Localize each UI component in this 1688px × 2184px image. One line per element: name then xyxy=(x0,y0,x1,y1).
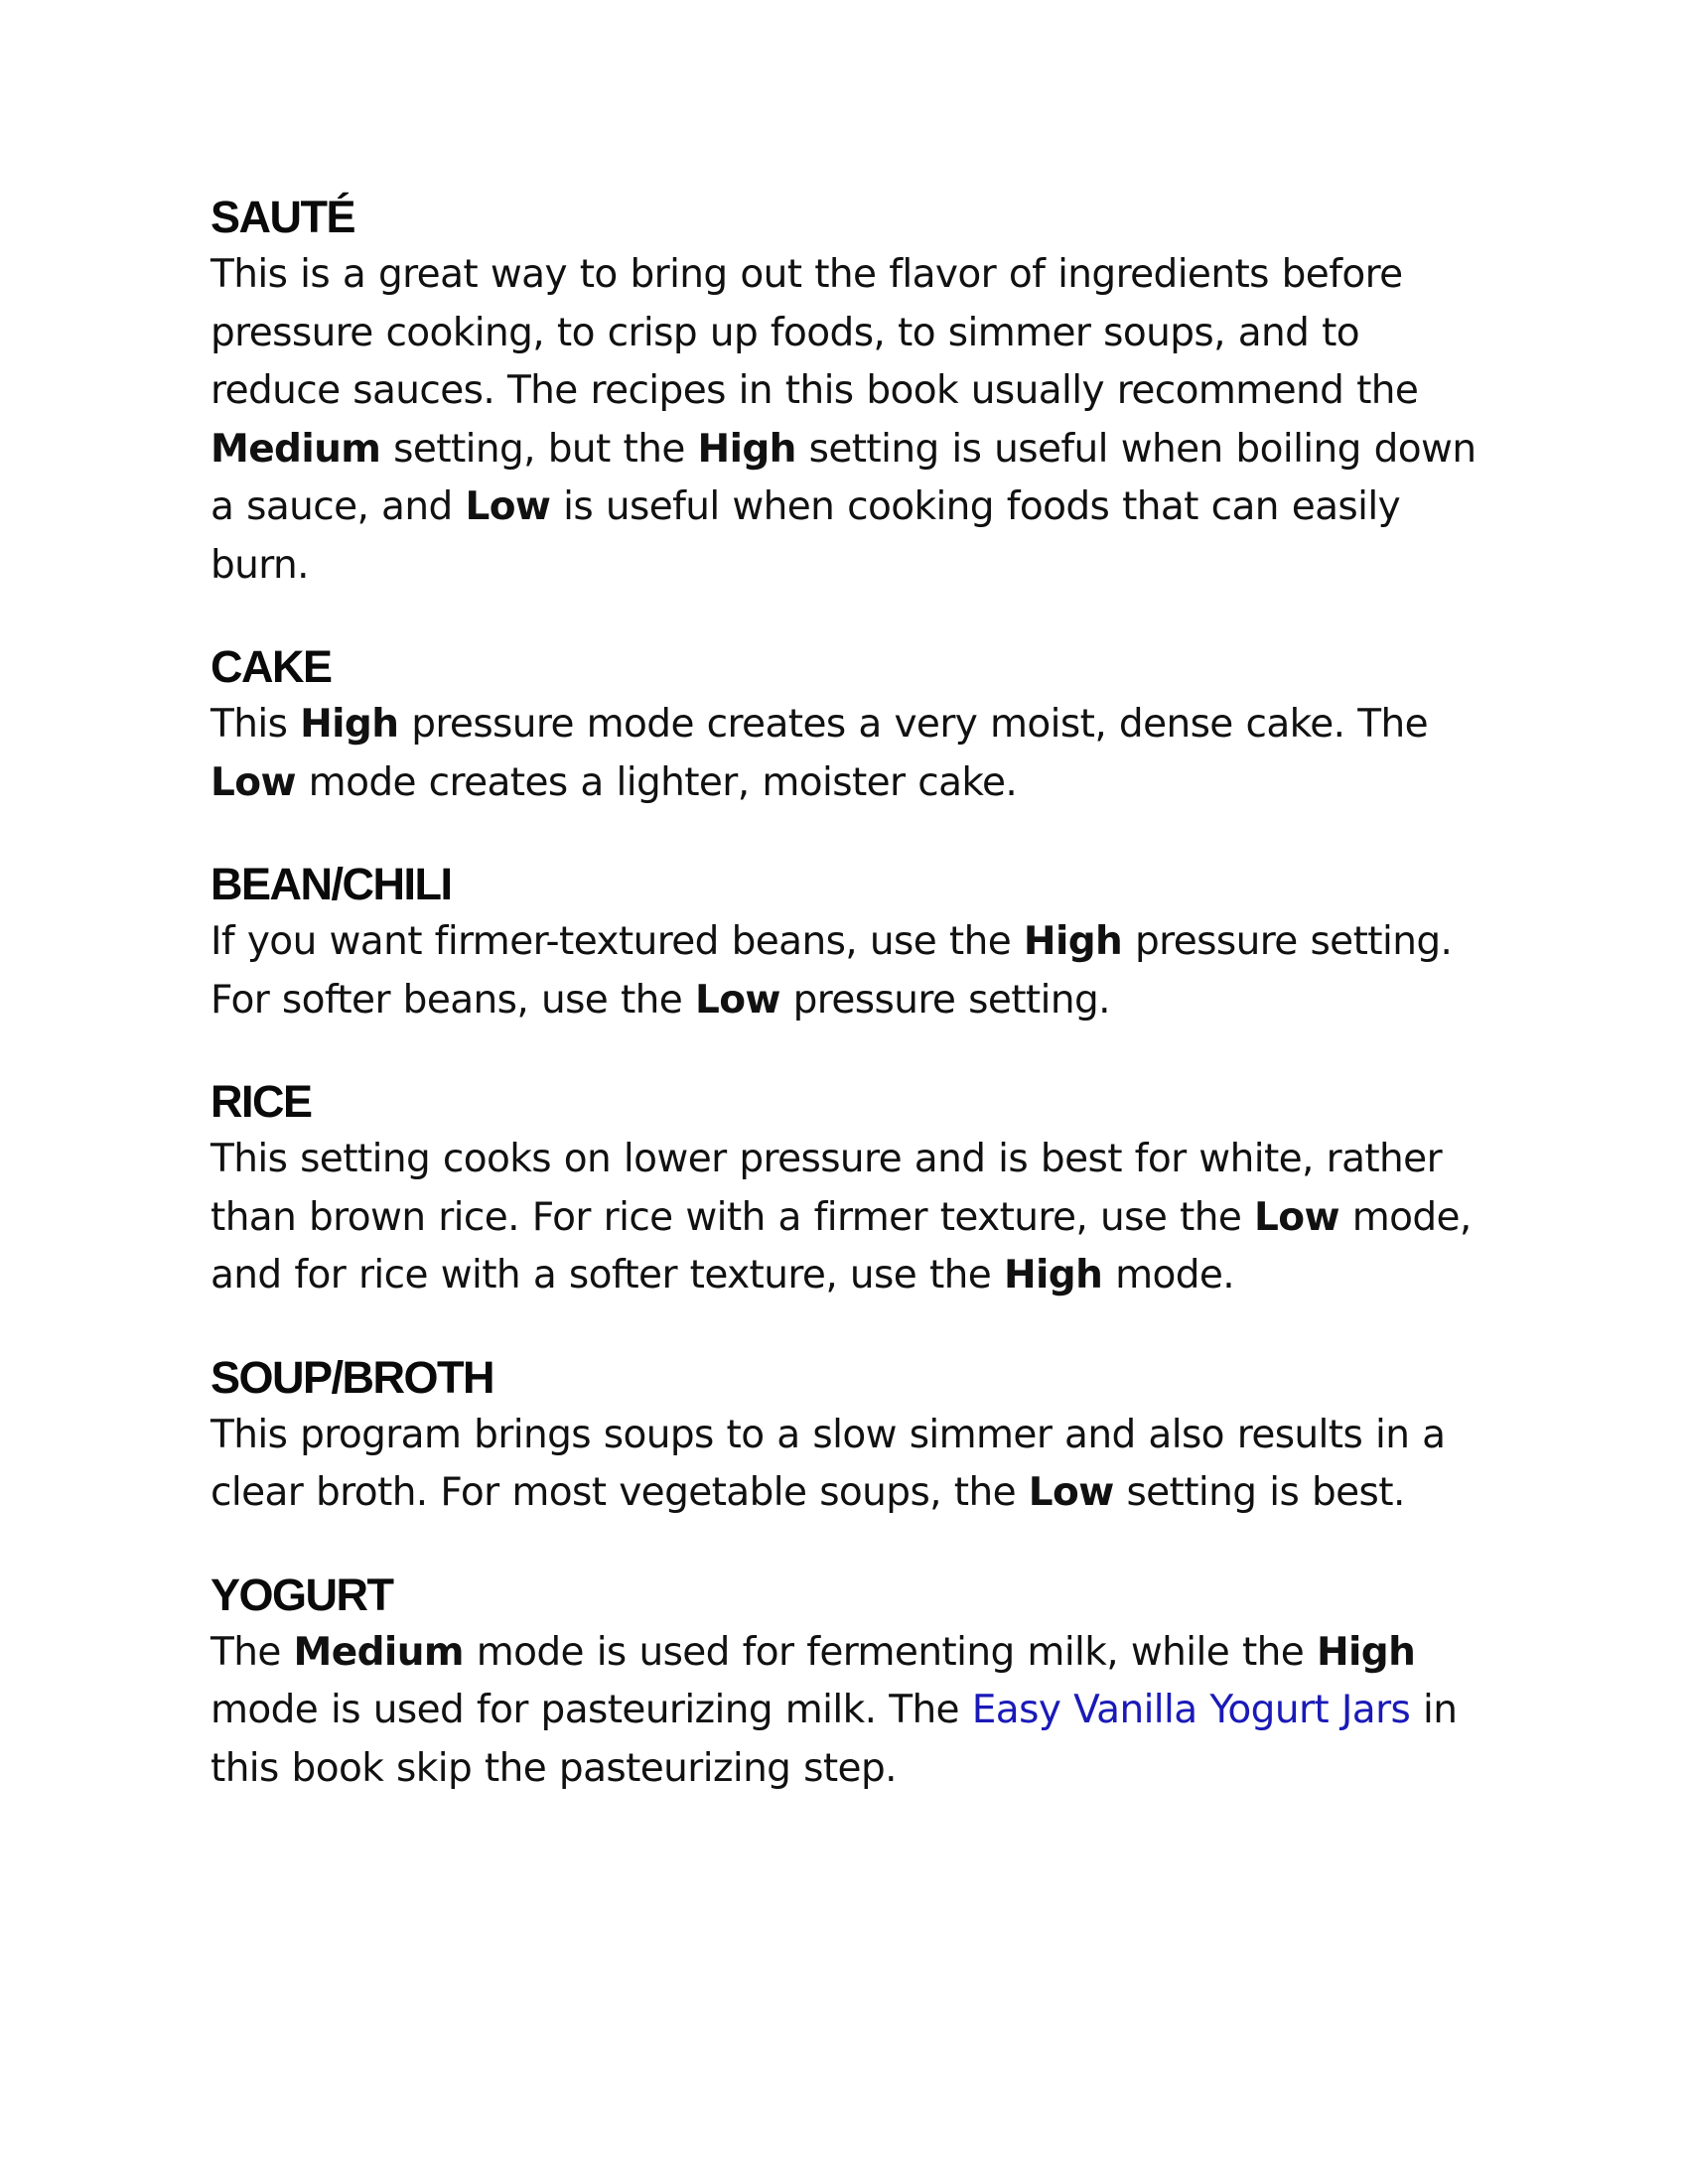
body-text: pressure mode creates a very moist, dense cake. The xyxy=(398,702,1428,747)
section-heading: BEAN/CHILI xyxy=(211,859,452,909)
section-body xyxy=(211,1131,1501,1305)
body-text: setting, but the xyxy=(380,426,698,472)
section-bean-chili xyxy=(211,856,1501,1029)
body-text: mode is used for fermenting milk, while the xyxy=(463,1629,1317,1675)
bold-setting-term: Low xyxy=(211,759,296,805)
body-text: This is a great way to bring out the flavor of ingredients before pressure cooking, to crisp up foods, to simmer soups, and to reduce sauces. The recipes in this book usually recommend the xyxy=(211,252,1419,413)
section-saut xyxy=(211,189,1501,595)
section-body xyxy=(211,1407,1501,1523)
body-text: mode creates a lighter, moister cake. xyxy=(295,759,1018,805)
section-soup-broth xyxy=(211,1349,1501,1523)
bold-setting-term: High xyxy=(1023,919,1123,964)
section-heading: CAKE xyxy=(211,641,332,692)
bold-setting-term: Low xyxy=(1254,1194,1339,1240)
body-text: mode. xyxy=(1102,1253,1235,1297)
body-text: in this book skip the pasteurizing step. xyxy=(211,1688,1458,1791)
body-text: pressure setting. xyxy=(779,977,1110,1023)
bold-setting-term: Low xyxy=(694,977,780,1023)
section-heading: RICE xyxy=(211,1076,312,1127)
section-body xyxy=(211,913,1501,1029)
section-body xyxy=(211,1624,1501,1799)
section-yogurt xyxy=(211,1567,1501,1799)
body-text: setting is useful when boiling down a sauce, and xyxy=(211,426,1477,529)
bold-setting-term: High xyxy=(697,426,796,472)
section-heading: YOGURT xyxy=(211,1569,393,1620)
body-text: mode, and for rice with a softer texture, use the xyxy=(211,1194,1472,1297)
section-body xyxy=(211,696,1501,812)
body-text: setting is best. xyxy=(1113,1470,1405,1515)
recipe-link[interactable]: Easy Vanilla Yogurt Jars xyxy=(971,1688,1411,1732)
body-text: This xyxy=(211,702,301,747)
bold-setting-term: High xyxy=(1003,1253,1103,1297)
bold-setting-term: Medium xyxy=(293,1629,464,1675)
body-text: This program brings soups to a slow simmer and also results in a clear broth. For most vegetable soups, the xyxy=(211,1412,1446,1515)
bold-setting-term: Low xyxy=(465,484,551,529)
section-heading: SOUP/BROTH xyxy=(211,1351,494,1403)
body-text: If you want firmer-textured beans, use the xyxy=(211,919,1024,964)
document-page xyxy=(211,189,1501,1842)
bold-setting-term: High xyxy=(1316,1629,1416,1675)
section-rice xyxy=(211,1073,1501,1305)
body-text: This setting cooks on lower pressure and is best for white, rather than brown rice. For rice with a firmer texture, use the xyxy=(211,1137,1443,1240)
body-text: is useful when cooking foods that can easily burn. xyxy=(211,484,1401,588)
bold-setting-term: High xyxy=(300,702,399,747)
section-body xyxy=(211,246,1501,595)
section-heading: SAUTÉ xyxy=(211,192,355,242)
bold-setting-term: Medium xyxy=(211,426,381,472)
body-text: pressure setting. For softer beans, use the xyxy=(211,919,1453,1023)
section-cake xyxy=(211,638,1501,812)
bold-setting-term: Low xyxy=(1028,1470,1114,1515)
body-text: The xyxy=(211,1629,294,1675)
body-text: mode is used for pasteurizing milk. The xyxy=(211,1688,972,1732)
